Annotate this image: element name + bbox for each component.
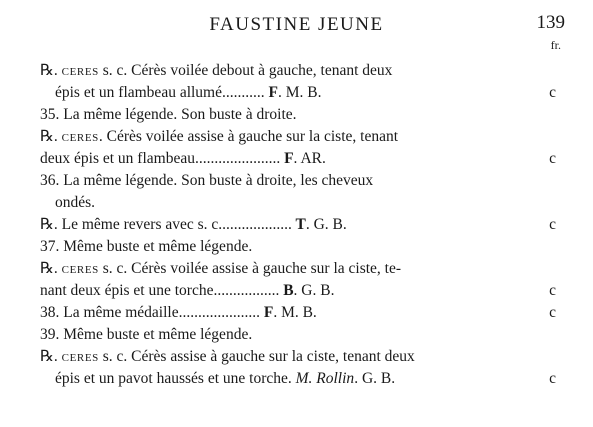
entry-segment: F — [264, 84, 278, 101]
entry-segment: . G. B. — [354, 370, 396, 387]
entry-segment: B — [279, 282, 294, 299]
entry-segment: 36. La même légende. Son buste à droite, les cheveux — [40, 172, 374, 189]
entry-line — [0, 346, 593, 368]
entry-line — [0, 170, 593, 192]
entry-text — [40, 324, 252, 346]
entry-line — [0, 280, 593, 302]
rarity-mark: c — [549, 282, 556, 299]
entry-line — [0, 236, 593, 258]
entry-line — [0, 126, 593, 148]
rarity-mark: c — [549, 304, 556, 321]
running-title: FAUSTINE JEUNE — [209, 14, 384, 35]
entry-segment: ℞. — [40, 348, 62, 365]
entry-segment: 37. Même buste et même légende. — [40, 238, 253, 255]
entry-segment: deux épis et un flambeau...................... — [40, 150, 281, 167]
page-number: 139 — [536, 12, 565, 33]
entry-line — [0, 324, 593, 346]
entry-segment: . M. B. — [273, 304, 317, 321]
entry-line — [0, 192, 593, 214]
rarity-mark: c — [549, 84, 556, 101]
entry-text — [40, 280, 334, 302]
entry-text — [40, 60, 392, 83]
entry-segment: CERES — [61, 352, 99, 364]
entry-segment: CERES — [61, 132, 99, 144]
entry-segment: ondés. — [55, 194, 96, 211]
entry-text — [40, 236, 252, 258]
entry-line — [0, 148, 593, 170]
rarity-mark: c — [549, 150, 556, 167]
entry-line — [0, 60, 593, 82]
entry-segment: s. c. Cérès voilée debout à gauche, tenant deux — [98, 62, 393, 79]
entry-segment: . M. B. — [277, 84, 322, 101]
currency-unit: fr. — [550, 38, 561, 52]
entry-segment: épis et un pavot haussés et une torche. — [55, 370, 296, 387]
entry-segment: ℞. Le même revers avec s. c................... — [40, 216, 292, 233]
entry-line — [0, 258, 593, 280]
entry-segment: CERES — [61, 66, 99, 78]
entry-text — [40, 104, 297, 126]
entry-segment: nant deux épis et une torche................. — [40, 282, 280, 299]
entry-segment: 38. La même médaille..................... — [40, 304, 260, 321]
entry-text — [40, 148, 326, 170]
entry-segment: 35. La même légende. Son buste à droite. — [40, 106, 297, 123]
entry-segment: . AR. — [293, 150, 326, 167]
entry-line — [0, 302, 593, 324]
entry-line — [0, 214, 593, 236]
entry-text — [40, 214, 347, 236]
entry-segment: M. Rollin — [295, 370, 355, 387]
entry-text — [40, 258, 401, 281]
entry-segment: ℞. — [40, 128, 62, 145]
entry-segment: 39. Même buste et même légende. — [40, 326, 253, 343]
entry-text — [40, 126, 398, 149]
entry-text — [55, 192, 95, 214]
entry-segment: s. c. Cérès voilée assise à gauche sur la ciste, te- — [98, 260, 402, 277]
entry-segment: . G. B. — [305, 216, 347, 233]
entry-segment: épis et un flambeau allumé........... — [55, 84, 265, 101]
rarity-mark: c — [549, 370, 556, 387]
entry-line — [0, 82, 593, 104]
entry-line — [0, 104, 593, 126]
entry-text — [55, 82, 321, 104]
rarity-mark: c — [549, 216, 556, 233]
entry-segment: . G. B. — [293, 282, 335, 299]
entry-segment: ℞. — [40, 260, 62, 277]
entry-text — [40, 170, 373, 192]
entry-segment: ℞. — [40, 62, 62, 79]
entry-text — [40, 346, 415, 369]
entry-segment: s. c. Cérès assise à gauche sur la ciste, tenant deux — [98, 348, 415, 365]
entry-line — [0, 368, 593, 390]
entry-segment: CERES — [61, 264, 99, 276]
entry-text — [40, 302, 317, 324]
entry-segment: F — [259, 304, 274, 321]
entry-text — [55, 368, 395, 390]
entry-segment: T — [291, 216, 306, 233]
entry-segment: . Cérès voilée assise à gauche sur la ciste, tenant — [98, 128, 399, 145]
entry-segment: F — [280, 150, 294, 167]
